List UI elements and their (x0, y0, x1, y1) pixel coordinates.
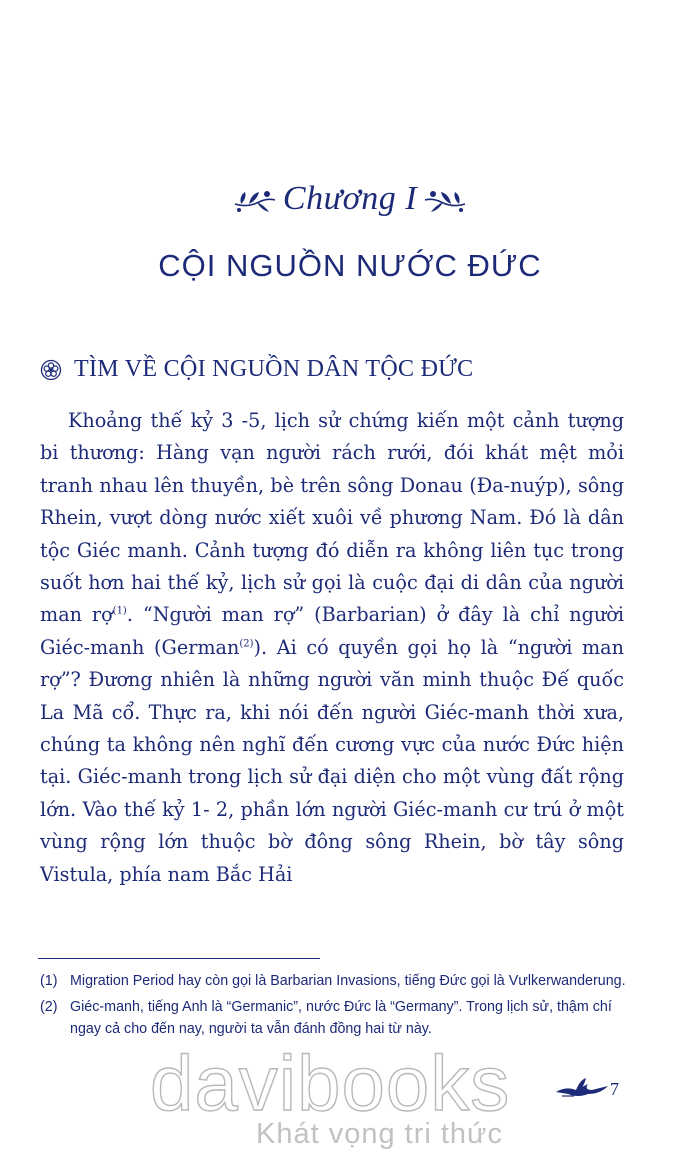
chapter-title: CỘI NGUỒN NƯỚC ĐỨC (158, 248, 542, 283)
watermark-brand: davibooks (150, 1039, 511, 1127)
body-text-part-1: Khoảng thế kỷ 3 -5, lịch sử chứng kiến một cảnh tượng bi thương: Hàng vạn người rách rưới, đói khát mệt mỏi tranh nhau lên thuyền, bè trên sông Donau (Đa-nuýp), sông Rhein, vượt dòng nước xiết xuôi về phương Nam. Đó là dân tộc Giéc manh. Cảnh tượng đó diễn ra không liên tục trong suốt hơn hai thế kỷ, lịch sử gọi là cuộc đại di dân của người man rợ (40, 409, 624, 627)
footnote-number: (1) (40, 973, 58, 989)
footnote-marker-2: (2) (239, 638, 254, 650)
footnote-number: (2) (40, 999, 58, 1015)
section-title: TÌM VỀ CỘI NGUỒN DÂN TỘC ĐỨC (74, 356, 474, 382)
body-text-part-2: . “Người man rợ” (Barbarian) ở đây là chỉ người Giéc-manh (German (40, 603, 624, 659)
footnote-1 (40, 970, 630, 992)
footnote-marker-1: (1) (112, 606, 127, 618)
floral-ornament-left-icon (233, 184, 277, 214)
footnotes (40, 970, 630, 1044)
footnote-text: Giéc-manh, tiếng Anh là “Germanic”, nước Đức là “Germany”. Trong lịch sử, thậm chí ngay cả cho đến nay, người ta vẫn đánh đồng hai từ này. (70, 999, 612, 1037)
footnote-divider (38, 958, 320, 959)
watermark-tagline: Khát vọng tri thức (256, 1118, 503, 1150)
body-text-part-3: ). Ai có quyền gọi họ là “người man rợ”? Đương nhiên là những người văn minh thuộc Đế quốc La Mã cổ. Thực ra, khi nói đến người Giéc-manh thời xưa, chúng ta không nên nghĩ đến cương vực của nước Đức hiện tại. Giéc-manh trong lịch sử đại diện cho một vùng đất rộng lớn. Vào thế kỷ 1- 2, phần lớn người Giéc-manh cư trú ở một vùng rộng lớn thuộc bờ đông sông Rhein, bờ tây sông Vistula, phía nam Bắc Hải (40, 635, 624, 886)
chapter-heading (0, 180, 700, 218)
footnote-text: Migration Period hay còn gọi là Barbarian Invasions, tiếng Đức gọi là Vưlkerwanderung. (70, 973, 626, 989)
body-paragraph (40, 405, 624, 891)
footnote-2 (40, 996, 630, 1040)
chapter-label: Chương I (282, 180, 418, 217)
bird-ornament-icon (554, 1076, 610, 1104)
floral-ornament-right-icon (423, 184, 467, 214)
section-heading (40, 356, 660, 383)
flower-bullet-icon (40, 359, 62, 381)
page-number: 7 (610, 1079, 619, 1099)
